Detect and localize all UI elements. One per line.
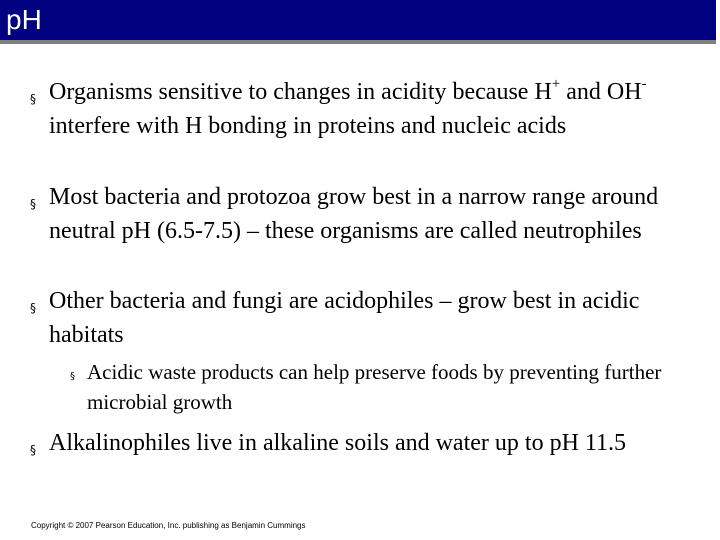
- bullet-text: Other bacteria and fungi are acidophiles – grow best in acidic habitats: [49, 288, 640, 348]
- title-rule: [0, 40, 716, 44]
- bullet-text: Most bacteria and protozoa grow best in a narrow range around neutral pH (6.5-7.5) – these organisms are called neutrophiles: [49, 184, 659, 244]
- bullet-text: Acidic waste products can help preserve foods by preventing further microbial growth: [87, 360, 662, 414]
- bullet-marker-icon: §: [30, 92, 36, 106]
- bullet-item-acidity: [30, 75, 700, 143]
- slide-title: pH: [6, 4, 42, 35]
- bullet-item-alkalinophiles: [30, 426, 700, 460]
- bullet-marker-icon: §: [30, 301, 36, 315]
- bullet-marker-icon: §: [70, 371, 75, 382]
- bullet-marker-icon: §: [30, 197, 36, 211]
- bullet-item-acidophiles: [30, 284, 700, 352]
- bullet-item-neutrophiles: [30, 180, 700, 248]
- title-bar: [0, 0, 720, 40]
- bullet-marker-icon: §: [30, 443, 36, 457]
- copyright-notice: Copyright © 2007 Pearson Education, Inc. publishing as Benjamin Cummings: [31, 521, 306, 530]
- bullet-text: Alkalinophiles live in alkaline soils and water up to pH 11.5: [49, 430, 627, 456]
- bullet-text: Organisms sensitive to changes in acidity because H+ and OH- interfere with H bonding in proteins and nucleic acids: [49, 76, 647, 139]
- sub-bullet-item-acidic-waste: [70, 357, 690, 417]
